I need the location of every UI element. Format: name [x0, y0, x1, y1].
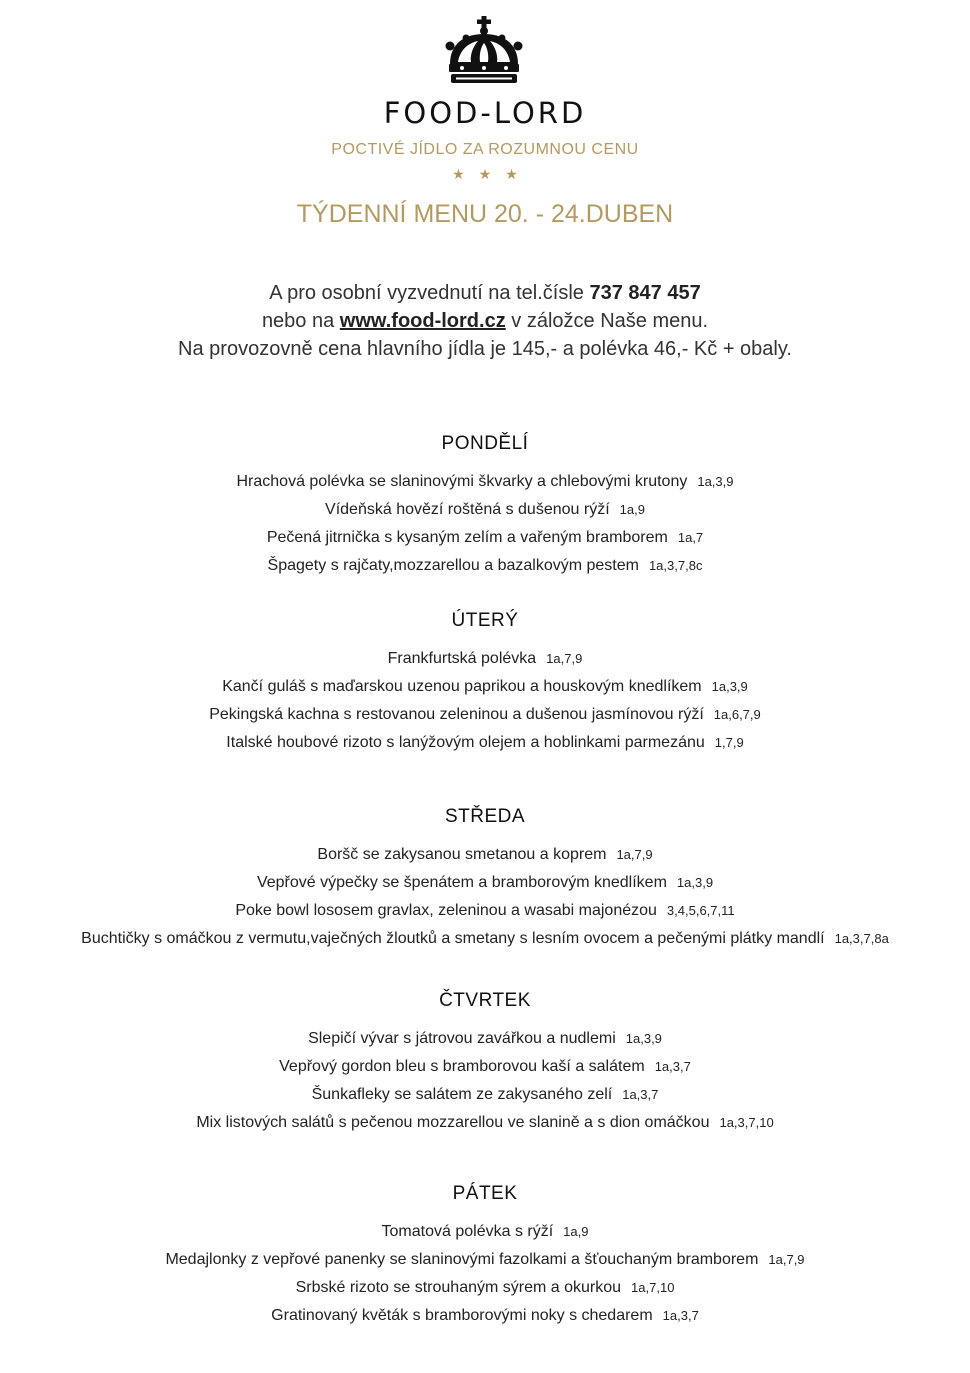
dish-item: [0, 1274, 970, 1302]
dish-allergens: 1a,3,7,8c: [648, 558, 703, 573]
dish-allergens: 1a,3,7: [654, 1059, 691, 1074]
dish-name: Vepřový gordon bleu s bramborovou kaší a salátem: [279, 1058, 645, 1075]
dish-item: [0, 1246, 970, 1274]
website-link[interactable]: www.food-lord.cz: [339, 310, 506, 332]
day-title: ÚTERÝ: [451, 610, 519, 631]
dish-allergens: 1a,3,7,8a: [834, 931, 889, 946]
dish-item: [0, 729, 970, 757]
dish-item: [0, 1053, 970, 1081]
price-info: Na provozovně cena hlavního jídla je 145,- a polévka 46,- Kč + obaly.: [178, 338, 792, 360]
dish-item: [0, 552, 970, 580]
pickup-text: A pro osobní vyzvednutí na tel.čísle: [269, 282, 590, 304]
dish-allergens: 1a,3,7: [662, 1308, 699, 1323]
dish-allergens: 1a,3,9: [697, 474, 734, 489]
dish-item: [0, 496, 970, 524]
dish-allergens: 1a,7,10: [631, 1280, 675, 1295]
dish-name: Špagety s rajčaty,mozzarellou a bazalkovým pestem: [267, 557, 639, 574]
dish-name: Kančí guláš s maďarskou uzenou paprikou a houskovým knedlíkem: [222, 678, 702, 695]
dish-item: [0, 1109, 970, 1137]
dish-name: Medajlonky z vepřové panenky se slaninovými fazolkami a šťouchaným bramborem: [165, 1251, 759, 1268]
dish-name: Pekingská kachna s restovanou zeleninou a dušenou jasmínovou rýží: [209, 706, 704, 723]
day-tuesday: [0, 609, 970, 757]
dish-allergens: 1,7,9: [714, 735, 744, 750]
dish-name: Srbské rizoto se strouhaným sýrem a okurkou: [295, 1279, 622, 1296]
dish-name: Boršč se zakysanou smetanou a koprem: [317, 846, 607, 863]
day-title: STŘEDA: [444, 806, 526, 827]
dish-name: Vepřové výpečky se špenátem a bramborovým knedlíkem: [256, 874, 667, 891]
day-title: ČTVRTEK: [439, 990, 531, 1011]
dish-item: [0, 701, 970, 729]
dish-item: [0, 1081, 970, 1109]
dish-name: Šunkafleky se salátem ze zakysaného zelí: [311, 1086, 613, 1103]
dish-allergens: 1a,3,9: [711, 679, 748, 694]
rating-stars: ★★★: [452, 166, 532, 182]
dish-allergens: 1a,9: [563, 1224, 589, 1239]
dish-item: [0, 897, 970, 925]
dish-item: [0, 869, 970, 897]
dish-item: [0, 645, 970, 673]
dish-item: [0, 841, 970, 869]
dish-allergens: 1a,6,7,9: [713, 707, 761, 722]
crown-logo-icon: [444, 16, 524, 86]
dish-name: Poke bowl lososem gravlax, zeleninou a wasabi majonézou: [235, 902, 657, 919]
dish-item: [0, 1025, 970, 1053]
website-prefix: nebo na: [261, 310, 340, 332]
dish-allergens: 1a,7,9: [768, 1252, 805, 1267]
dish-item: [0, 673, 970, 701]
dish-allergens: 1a,7: [677, 530, 704, 545]
pickup-info-line-1: [0, 279, 970, 307]
day-title: PONDĚLÍ: [441, 433, 529, 454]
dish-allergens: 1a,3,7,10: [719, 1115, 774, 1130]
day-wednesday: [0, 805, 970, 953]
dish-name: Vídeňská hovězí roštěná s dušenou rýží: [325, 501, 610, 518]
website-suffix: v záložce Naše menu.: [505, 310, 709, 332]
dish-name: Slepičí vývar s játrovou zavářkou a nudlemi: [308, 1030, 616, 1047]
day-monday: [0, 432, 970, 580]
dish-allergens: 1a,3,9: [625, 1031, 662, 1046]
dish-name: Pečená jitrnička s kysaným zelím a vařeným bramborem: [266, 529, 668, 546]
dish-item: [0, 1302, 970, 1330]
day-title: PÁTEK: [452, 1183, 518, 1204]
weekly-menu-title: TÝDENNÍ MENU 20. - 24.DUBEN: [296, 200, 674, 228]
dish-allergens: 1a,9: [619, 502, 645, 517]
dish-item: [0, 925, 970, 953]
pickup-info: [0, 279, 970, 363]
day-thursday: [0, 989, 970, 1137]
pickup-info-line-2: [0, 307, 970, 335]
dish-item: [0, 468, 970, 496]
dish-allergens: 1a,3,9: [676, 875, 714, 890]
dish-allergens: 1a,3,7: [622, 1087, 659, 1102]
dish-name: Mix listových salátů s pečenou mozzarellou ve slanině a s dion omáčkou: [196, 1114, 710, 1131]
dish-name: Tomatová polévka s rýží: [381, 1223, 554, 1240]
dish-allergens: 1a,7,9: [546, 651, 583, 666]
dish-item: [0, 524, 970, 552]
dish-name: Buchtičky s omáčkou z vermutu,vaječných žloutků a smetany s lesním ovocem a pečenými plátky mandlí: [81, 930, 825, 947]
dish-name: Hrachová polévka se slaninovými škvarky a chlebovými krutony: [236, 473, 688, 490]
brand-tagline: POCTIVÉ JÍDLO ZA ROZUMNOU CENU: [331, 141, 639, 158]
brand-name: FOOD-LORD: [383, 96, 587, 130]
dish-allergens: 1a,7,9: [616, 847, 653, 862]
dish-name: Gratinovaný květák s bramborovými noky s chedarem: [271, 1307, 653, 1324]
dish-name: Italské houbové rizoto s lanýžovým olejem a hoblinkami parmezánu: [226, 734, 705, 751]
dish-name: Frankfurtská polévka: [387, 650, 537, 667]
day-friday: [0, 1182, 970, 1330]
phone-number[interactable]: 737 847 457: [589, 282, 701, 304]
dish-allergens: 3,4,5,6,7,11: [666, 903, 735, 918]
dish-item: [0, 1218, 970, 1246]
